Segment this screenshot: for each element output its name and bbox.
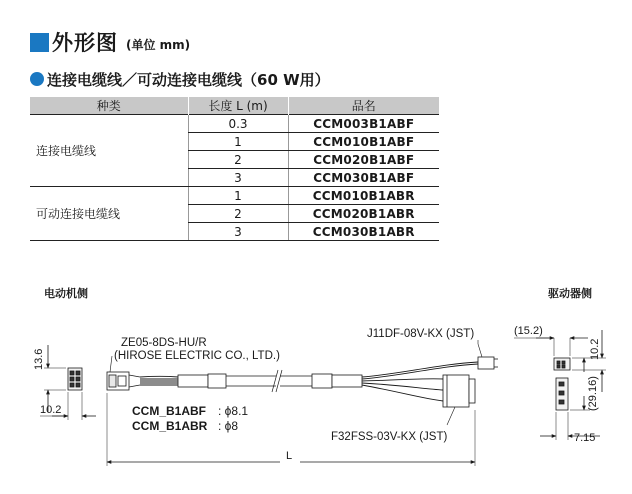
- dim-length: L: [286, 450, 293, 462]
- subtitle-text: 连接电缆线／可动连接电缆线（60 W用）: [47, 70, 330, 89]
- col-header-type: 种类: [30, 97, 188, 115]
- motor-wires: [140, 376, 178, 385]
- col-header-length: 长度 L (m): [188, 97, 288, 115]
- motor-side-label: 电动机侧: [44, 287, 88, 300]
- connector-right-top-model: J11DF-08V-KX (JST): [367, 328, 475, 340]
- driver-side-label: 驱动器侧: [548, 287, 592, 300]
- connector-right-bottom-model: F32FSS-03V-KX (JST): [331, 431, 448, 443]
- dim-29-16: (29.16): [587, 376, 599, 411]
- model-cell: CCM030B1ABR: [288, 223, 439, 241]
- dim-height-left: 13.6: [33, 348, 45, 370]
- type-cell: 连接电缆线: [30, 115, 188, 187]
- cable-abf-diameter: : ϕ8.1: [218, 404, 249, 418]
- cable-abf-name: CCM_B1ABF: [132, 404, 207, 418]
- model-cell: CCM020B1ABR: [288, 205, 439, 223]
- cable-abr-name: CCM_B1ABR: [132, 419, 208, 433]
- col-header-name: 品名: [288, 97, 439, 115]
- model-cell: CCM010B1ABR: [288, 187, 439, 205]
- model-cell: CCM010B1ABF: [288, 133, 439, 151]
- dim-10-2-right: 10.2: [589, 338, 601, 360]
- length-cell: 2: [188, 205, 288, 223]
- connector-left-model: ZE05-8DS-HU/R: [121, 337, 207, 349]
- type-cell: 可动连接电缆线: [30, 187, 188, 241]
- length-cell: 1: [188, 133, 288, 151]
- dim-width-left: 10.2: [40, 404, 62, 416]
- cable-abr-diameter: : ϕ8: [218, 419, 239, 433]
- length-cell: 3: [188, 223, 288, 241]
- length-cell: 3: [188, 169, 288, 187]
- length-cell: 1: [188, 187, 288, 205]
- title-unit: (单位 mm): [126, 37, 191, 52]
- f32fss-connector: [443, 375, 475, 407]
- driver-connector-endview-bottom: [556, 378, 568, 410]
- model-cell: CCM030B1ABF: [288, 169, 439, 187]
- j11df-connector: [478, 357, 498, 369]
- model-cell: CCM003B1ABF: [288, 115, 439, 133]
- length-cell: 2: [188, 151, 288, 169]
- title-text: 外形图: [52, 31, 118, 55]
- dim-7-15: 7.15: [574, 432, 596, 444]
- driver-connector-endview-top: [554, 358, 570, 370]
- dim-15-2: (15.2): [514, 325, 543, 337]
- motor-connector: [107, 372, 140, 390]
- model-cell: CCM020B1ABF: [288, 151, 439, 169]
- motor-connector-endview: [68, 368, 82, 390]
- length-cell: 0.3: [188, 115, 288, 133]
- cable-body: [178, 370, 362, 392]
- connector-left-maker: (HIROSE ELECTRIC CO., LTD.): [114, 350, 280, 362]
